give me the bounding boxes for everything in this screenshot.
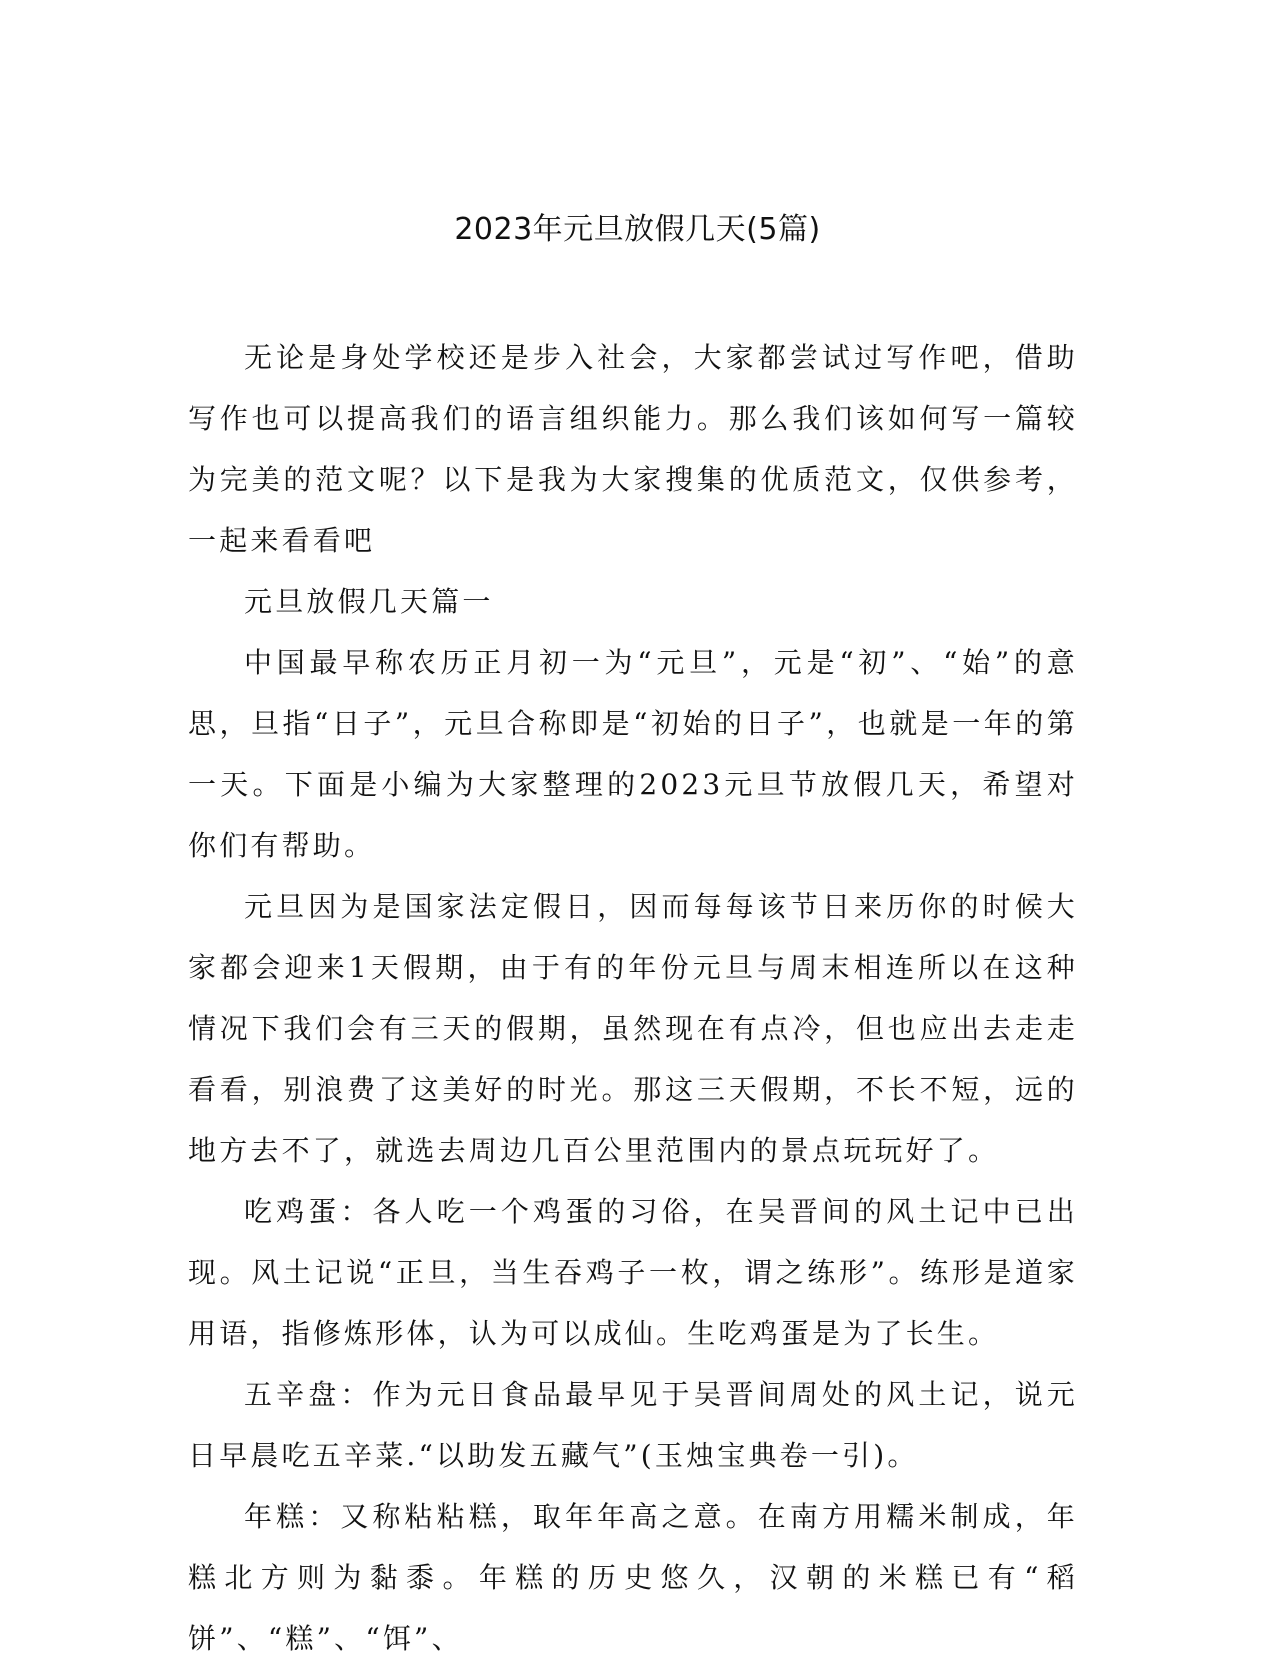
document-title: 2023年元旦放假几天(5篇) <box>454 212 821 247</box>
section-heading: 元旦放假几天篇一 <box>244 585 494 618</box>
paragraph-niangao: 年糕：又称粘粘糕，取年年高之意。在南方用糯米制成，年糕北方则为黏黍。年糕的历史悠久，汉朝的米糕已有“稻饼”、“糕”、“饵”、 <box>188 1500 1078 1655</box>
paragraph-holiday: 元旦因为是国家法定假日，因而每每该节日来历你的时候大家都会迎来1天假期，由于有的年份元旦与周末相连所以在这种情况下我们会有三天的假期，虽然现在有点冷，但也应出去走走看看，别浪费了这美好的时光。那这三天假期，不长不短，远的地方去不了，就选去周边几百公里范围内的景点玩玩好了。 <box>188 890 1078 1167</box>
paragraph-origin: 中国最早称农历正月初一为“元旦”，元是“初”、“始”的意思，旦指“日子”，元旦合称即是“初始的日子”，也就是一年的第一天。下面是小编为大家整理的2023元旦节放假几天，希望对你们有帮助。 <box>188 646 1078 862</box>
document-body <box>188 327 1078 1669</box>
paragraph-eggs: 吃鸡蛋：各人吃一个鸡蛋的习俗，在吴晋间的风土记中已出现。风土记说“正旦，当生吞鸡子一枚，谓之练形”。练形是道家用语，指修炼形体，认为可以成仙。生吃鸡蛋是为了长生。 <box>188 1195 1078 1350</box>
paragraph-intro: 无论是身处学校还是步入社会，大家都尝试过写作吧，借助写作也可以提高我们的语言组织能力。那么我们该如何写一篇较为完美的范文呢？以下是我为大家搜集的优质范文，仅供参考，一起来看看吧 <box>188 341 1078 557</box>
paragraph-wuxin: 五辛盘：作为元日食品最早见于吴晋间周处的风土记，说元日早晨吃五辛菜.“以助发五藏气”(玉烛宝典卷一引)。 <box>188 1378 1078 1472</box>
